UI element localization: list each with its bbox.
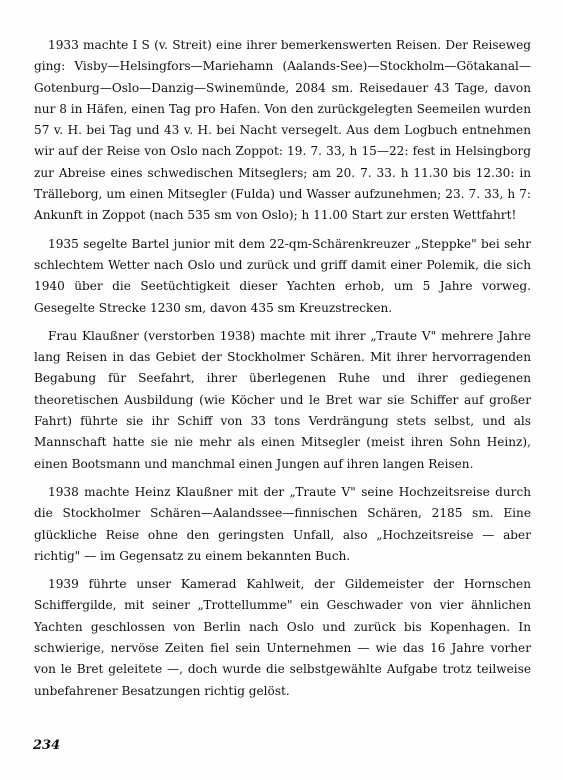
paragraph-1938-voyage: 1938 machte Heinz Klaußner mit der „Traute V" seine Hochzeitsreise durch die Stockholmer Schären—Aalandssee—finnischen Schären, 2185 sm. Eine glückliche Reise ohne den geringsten Unfall, also „Hochzeitsreise — aber richtig" — im Gegensatz zu einem bekannten Buch. [34,484,531,563]
paragraph-1939-voyage: 1939 führte unser Kamerad Kahlweit, der Gildemeister der Hornschen Schiffergilde, mit seiner „Trottellumme" ein Geschwader von vier ähnlichen Yachten geschlossen von Berlin nach Oslo und zurück bis Kopenhagen. In schwierige, nervöse Zeiten fiel sein Unternehmen — wie das 16 Jahre vorher von le Bret geleitete —, doch wurde die selbstgewählte Aufgabe trotz teilweise unbefahrener Besatzungen richtig gelöst. [34,577,531,698]
paragraph-1933-voyage: 1933 machte I S (v. Streit) eine ihrer bemerkenswerten Reisen. Der Reiseweg ging: Visby—Helsingfors—Mariehamn (Aalands-See)—Stockholm—Götakanal—Gotenburg—Oslo—Danzig—Swinemünde, 2084 sm. Reisedauer 43 Tage, davon nur 8 in Häfen, einen Tag pro Hafen. Von den zurückgelegten Seemeilen wurden 57 v. H. bei Tag und 43 v. H. bei Nacht versegelt. Aus dem Logbuch entnehmen wir auf der Reise von Oslo nach Zoppot: 19. 7. 33, h 15—22: fest in Helsingborg zur Abreise eines schwedischen Mitseglers; am 20. 7. 33. h 11.30 bis 12.30: in Trälleborg, um einen Mitsegler (Fulda) und Wasser aufzunehmen; 23. 7. 33, h 7: Ankunft in Zoppot (nach 535 sm von Oslo); h 11.00 Start zur ersten Wettfahrt! [34,38,531,223]
paragraph-1935-voyage: 1935 segelte Bartel junior mit dem 22-qm-Schärenkreuzer „Steppke" bei sehr schlechtem Wetter nach Oslo und zurück und griff damit einer Polemik, die sich 1940 über die Seetüchtigkeit dieser Yachten erhob, um 5 Jahre vorweg. Gesegelte Strecke 1230 sm, davon 435 sm Kreuzstrecken. [34,236,531,315]
page-number: 234 [33,738,61,753]
body-text [34,35,531,709]
paragraph-klaussner: Frau Klaußner (verstorben 1938) machte mit ihrer „Traute V" mehrere Jahre lang Reisen in das Gebiet der Stockholmer Schären. Mit ihrer hervorragenden Begabung für Seefahrt, ihrer überlegenen Ruhe und ihrer gediegenen theoretischen Ausbildung (wie Köcher und le Bret war sie Schiffer auf großer Fahrt) führte sie ihr Schiff von 33 tons Verdrängung stets selbst, und als Mannschaft hatte sie nie mehr als einen Mitsegler (meist ihren Sohn Heinz), einen Bootsmann und manchmal einen Jungen auf ihren langen Reisen. [34,328,531,471]
